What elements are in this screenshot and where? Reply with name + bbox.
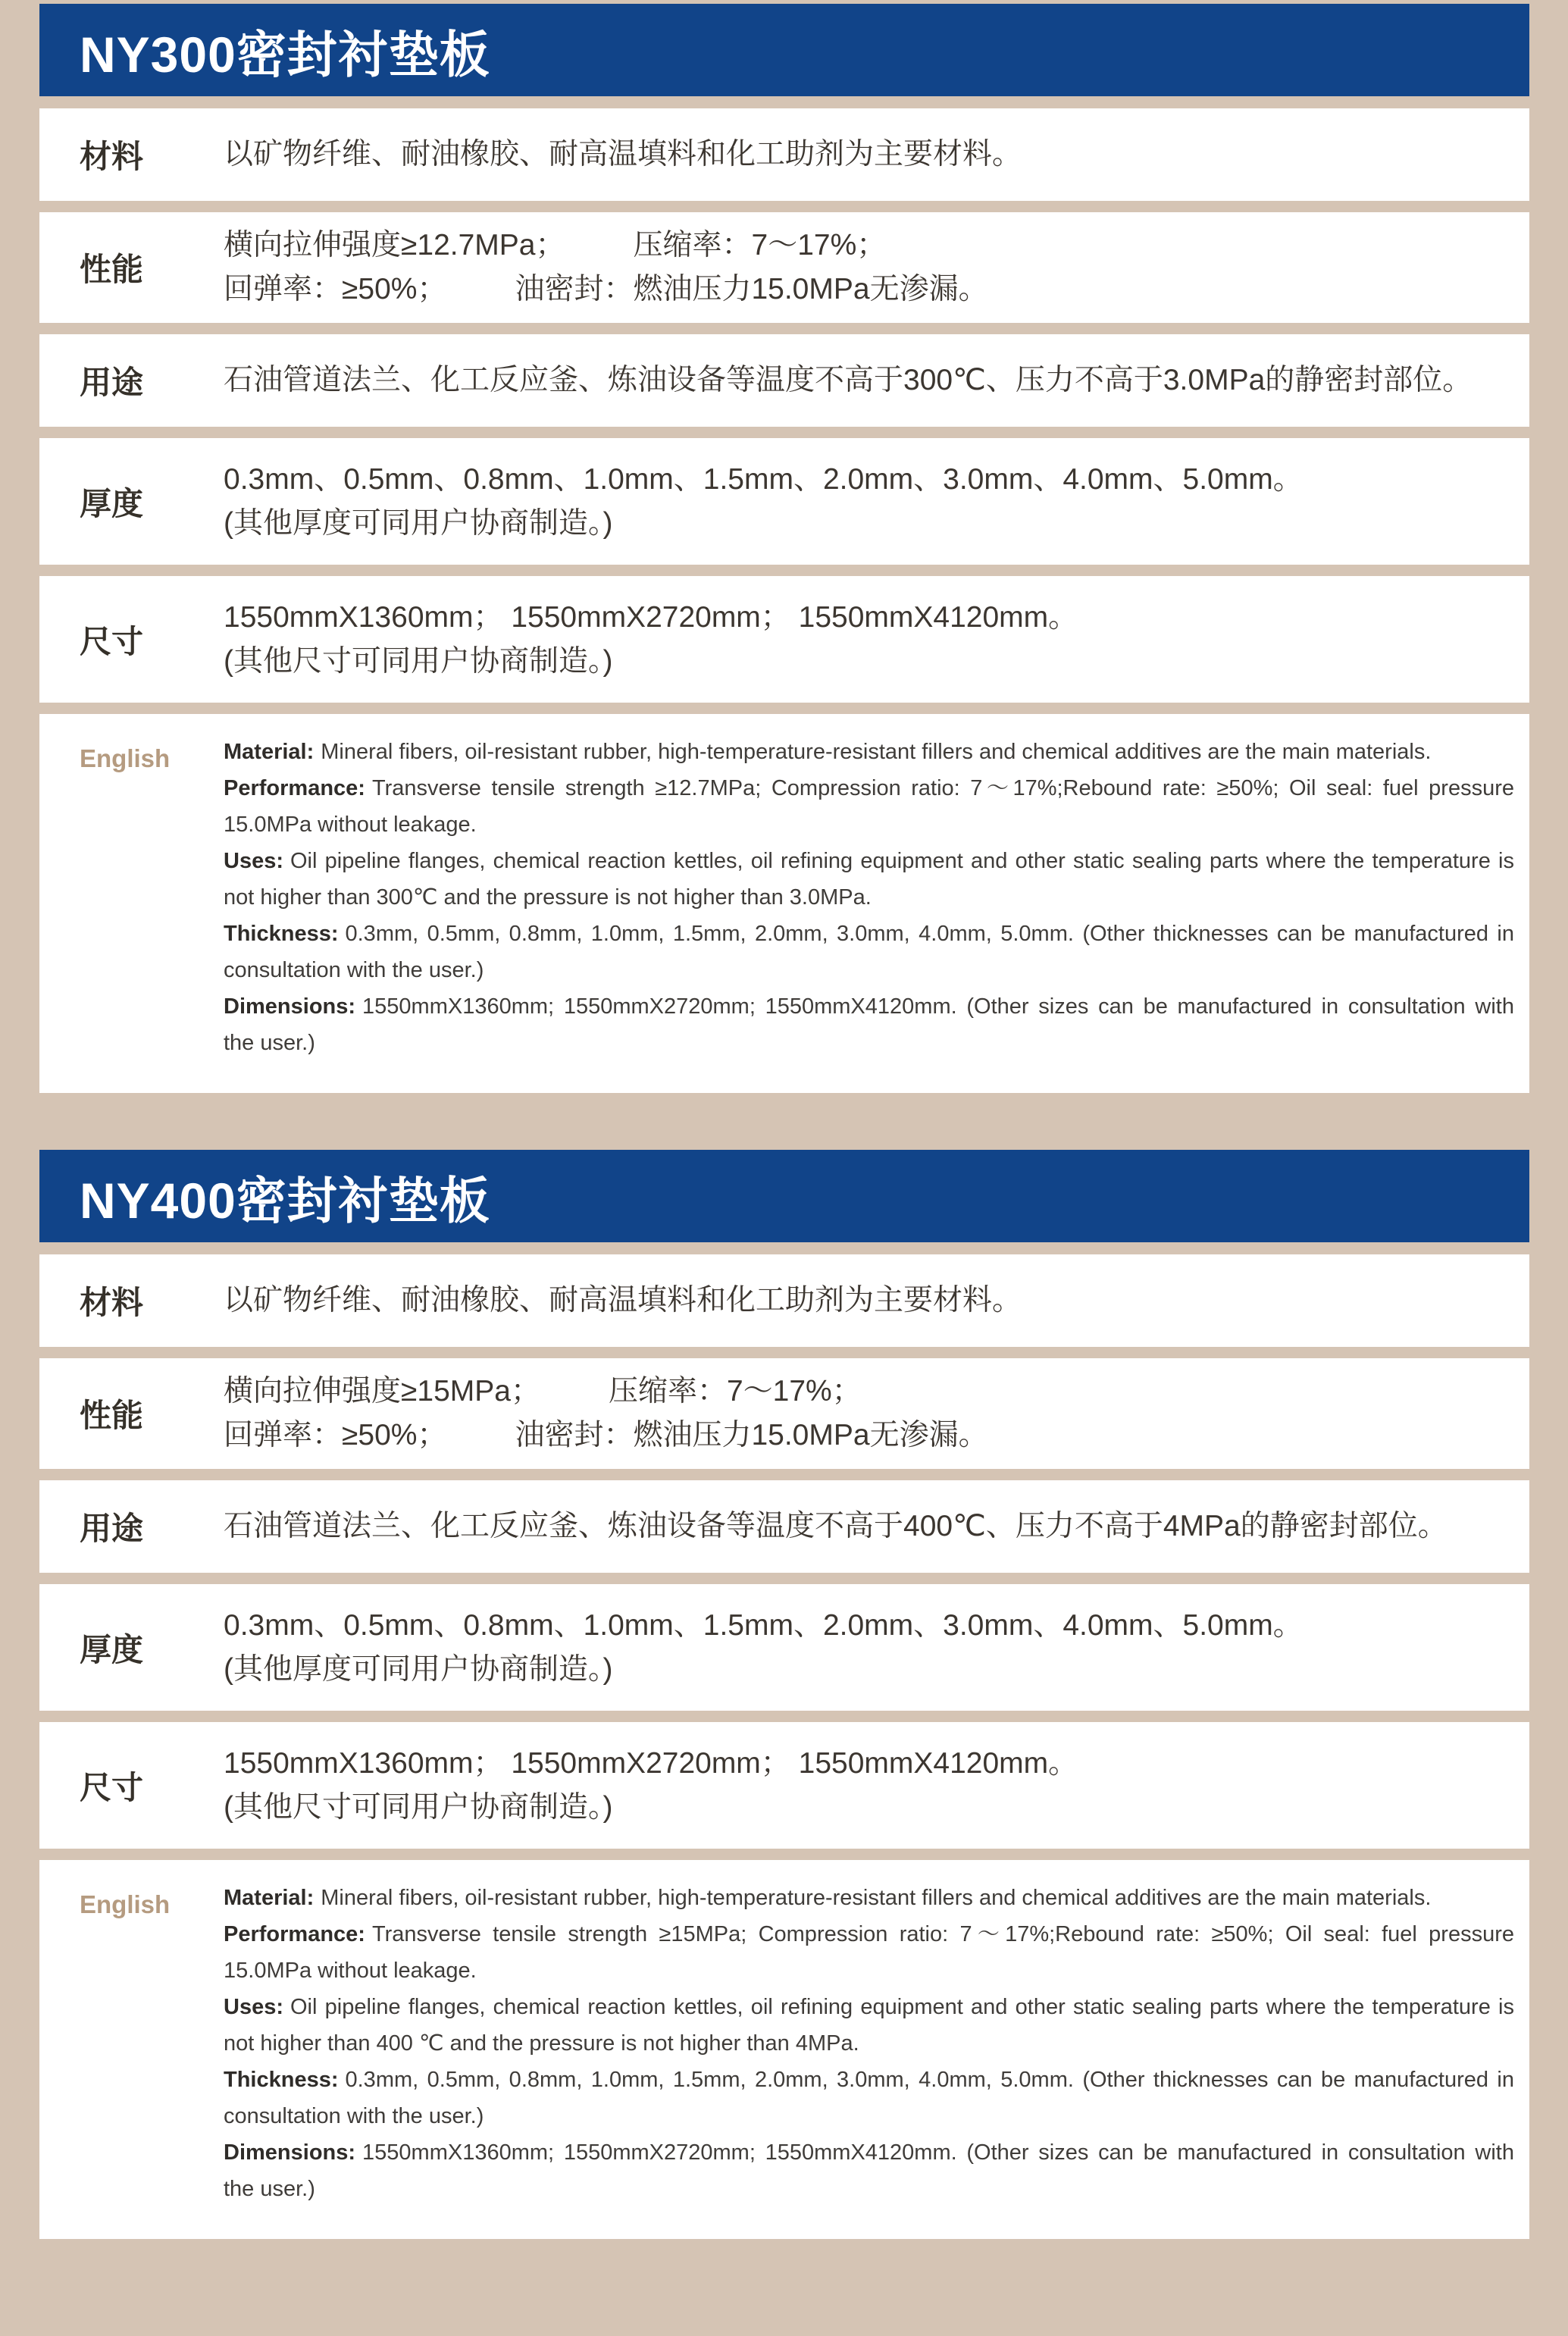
english-paragraph-uses [224,843,1514,916]
row-content [224,1279,1529,1323]
spec-text: 油密封：燃油压力15.0MPa无渗漏。 [515,273,988,305]
row-label-dimensions: 尺寸 [80,1769,144,1805]
paragraph-lead: Uses: [224,849,283,873]
spec-text: 0.3mm、0.5mm、0.8mm、1.0mm、1.5mm、2.0mm、3.0mm、4.0mm、5.0mm。 [224,1608,1303,1642]
row-content [224,1742,1529,1830]
english-paragraph-thickness [224,916,1514,988]
spec-text: 压缩率：7～17%； [608,1375,862,1408]
paragraph-lead: Material: [224,740,315,764]
spec-row-performance [39,212,1529,323]
row-content [224,458,1529,546]
english-paragraph-material [224,734,1514,770]
spec-text: 横向拉伸强度≥15MPa； [224,1375,540,1408]
spec-row-material [39,108,1529,201]
product-section-ny400 [39,1150,1529,2239]
paragraph-lead: Thickness: [224,2068,339,2092]
spec-row-performance [39,1358,1529,1469]
english-paragraph-uses [224,1989,1514,2062]
english-paragraph-performance [224,770,1514,843]
english-paragraph-dimensions [224,988,1514,1061]
row-content [224,359,1529,402]
row-label-material: 材料 [80,139,144,174]
spec-text: (其他厚度可同用户协商制造。) [224,506,613,540]
paragraph-text: Mineral fibers, oil-resistant rubber, high-temperature-resistant fillers and chemical additives are the main materials. [321,740,1432,764]
product-section-ny300 [39,4,1529,1093]
spec-row-uses [39,334,1529,427]
english-block [39,714,1529,1093]
spec-text: 石油管道法兰、化工反应釜、炼油设备等温度不高于400℃、压力不高于4MPa的静密封部位。 [224,1510,1448,1542]
spec-text: 1550mmX1360mm； 1550mmX2720mm； 1550mmX4120mm。 [224,600,1078,634]
spec-text: 0.3mm、0.5mm、0.8mm、1.0mm、1.5mm、2.0mm、3.0mm、4.0mm、5.0mm。 [224,462,1303,496]
section-title: NY300密封衬垫板 [80,26,490,83]
row-label-performance: 性能 [80,1398,144,1433]
row-content [224,224,1529,312]
paragraph-text: 1550mmX1360mm; 1550mmX2720mm; 1550mmX4120mm. (Other sizes can be manufactured in consultation with the user.) [224,994,1514,1055]
english-paragraph-material [224,1880,1514,1916]
spec-text: 以矿物纤维、耐油橡胶、耐高温填料和化工助剂为主要材料。 [224,1284,1022,1317]
row-label-thickness: 厚度 [80,1631,144,1667]
row-content [224,133,1529,177]
spec-line [224,224,1493,268]
row-label-dimensions: 尺寸 [80,623,144,659]
spec-text: 回弹率：≥50%； [224,1419,447,1451]
paragraph-text: 0.3mm, 0.5mm, 0.8mm, 1.0mm, 1.5mm, 2.0mm, 3.0mm, 4.0mm, 5.0mm. (Other thicknesses can be manufactured in consultation with the user.) [224,922,1514,982]
english-paragraph-performance [224,1916,1514,1989]
english-content [224,734,1529,1061]
paragraph-text: Mineral fibers, oil-resistant rubber, high-temperature-resistant fillers and chemical additives are the main materials. [321,1886,1432,1910]
row-content [224,596,1529,684]
paragraph-text: Transverse tensile strength ≥12.7MPa; Compression ratio: 7～17%;Rebound rate: ≥50%; Oil seal: fuel pressure 15.0MPa without leakage. [224,776,1514,837]
paragraph-lead: Dimensions: [224,2140,356,2165]
paragraph-lead: Uses: [224,1995,283,2019]
row-label-uses: 用途 [80,1511,144,1546]
row-content [224,1505,1529,1548]
row-label-uses: 用途 [80,365,144,400]
spec-text: (其他尺寸可同用户协商制造。) [224,1790,613,1824]
spec-row-dimensions [39,1722,1529,1849]
spec-text: (其他尺寸可同用户协商制造。) [224,644,613,678]
paragraph-lead: Performance: [224,1922,365,1946]
spec-row-material [39,1254,1529,1347]
paragraph-lead: Performance: [224,776,365,800]
row-label-performance: 性能 [80,252,144,287]
spec-row-thickness [39,1584,1529,1711]
row-content [224,1604,1529,1692]
row-content [224,1370,1529,1458]
spec-line [224,1414,1493,1458]
paragraph-lead: Material: [224,1886,315,1910]
paragraph-text: Oil pipeline flanges, chemical reaction kettles, oil refining equipment and other static sealing parts where the temperature is not higher than 400 ℃ and the pressure is not higher than 4MPa. [224,1995,1514,2056]
spec-text: 以矿物纤维、耐油橡胶、耐高温填料和化工助剂为主要材料。 [224,138,1022,171]
spec-text: 石油管道法兰、化工反应釜、炼油设备等温度不高于300℃、压力不高于3.0MPa的静密封部位。 [224,364,1473,396]
paragraph-lead: Thickness: [224,922,339,946]
paragraph-text: 0.3mm, 0.5mm, 0.8mm, 1.0mm, 1.5mm, 2.0mm, 3.0mm, 4.0mm, 5.0mm. (Other thicknesses can be manufactured in consultation with the user.) [224,2068,1514,2128]
section-banner [39,4,1529,96]
paragraph-text: Transverse tensile strength ≥15MPa; Compression ratio: 7～17%;Rebound rate: ≥50%; Oil seal: fuel pressure 15.0MPa without leakage. [224,1922,1514,1983]
spec-row-thickness [39,438,1529,565]
spec-text: 横向拉伸强度≥12.7MPa； [224,229,565,261]
spec-line [224,1370,1493,1414]
spec-text: 回弹率：≥50%； [224,273,447,305]
english-label: English [80,744,171,772]
spec-row-uses [39,1480,1529,1573]
spec-text: 油密封：燃油压力15.0MPa无渗漏。 [515,1419,988,1451]
spec-row-dimensions [39,576,1529,703]
english-paragraph-thickness [224,2062,1514,2134]
section-banner [39,1150,1529,1242]
spec-text: (其他厚度可同用户协商制造。) [224,1652,613,1686]
english-block [39,1860,1529,2239]
spec-line [224,268,1493,312]
row-label-material: 材料 [80,1285,144,1320]
paragraph-lead: Dimensions: [224,994,356,1019]
spec-text: 1550mmX1360mm； 1550mmX2720mm； 1550mmX4120mm。 [224,1746,1078,1780]
row-label-thickness: 厚度 [80,485,144,521]
english-label: English [80,1890,171,1918]
paragraph-text: 1550mmX1360mm; 1550mmX2720mm; 1550mmX4120mm. (Other sizes can be manufactured in consultation with the user.) [224,2140,1514,2201]
spec-text: 压缩率：7～17%； [633,229,887,261]
section-title: NY400密封衬垫板 [80,1172,490,1229]
english-content [224,1880,1529,2207]
paragraph-text: Oil pipeline flanges, chemical reaction kettles, oil refining equipment and other static sealing parts where the temperature is not higher than 300℃ and the pressure is not higher than 3.0MPa. [224,849,1514,910]
english-paragraph-dimensions [224,2134,1514,2207]
